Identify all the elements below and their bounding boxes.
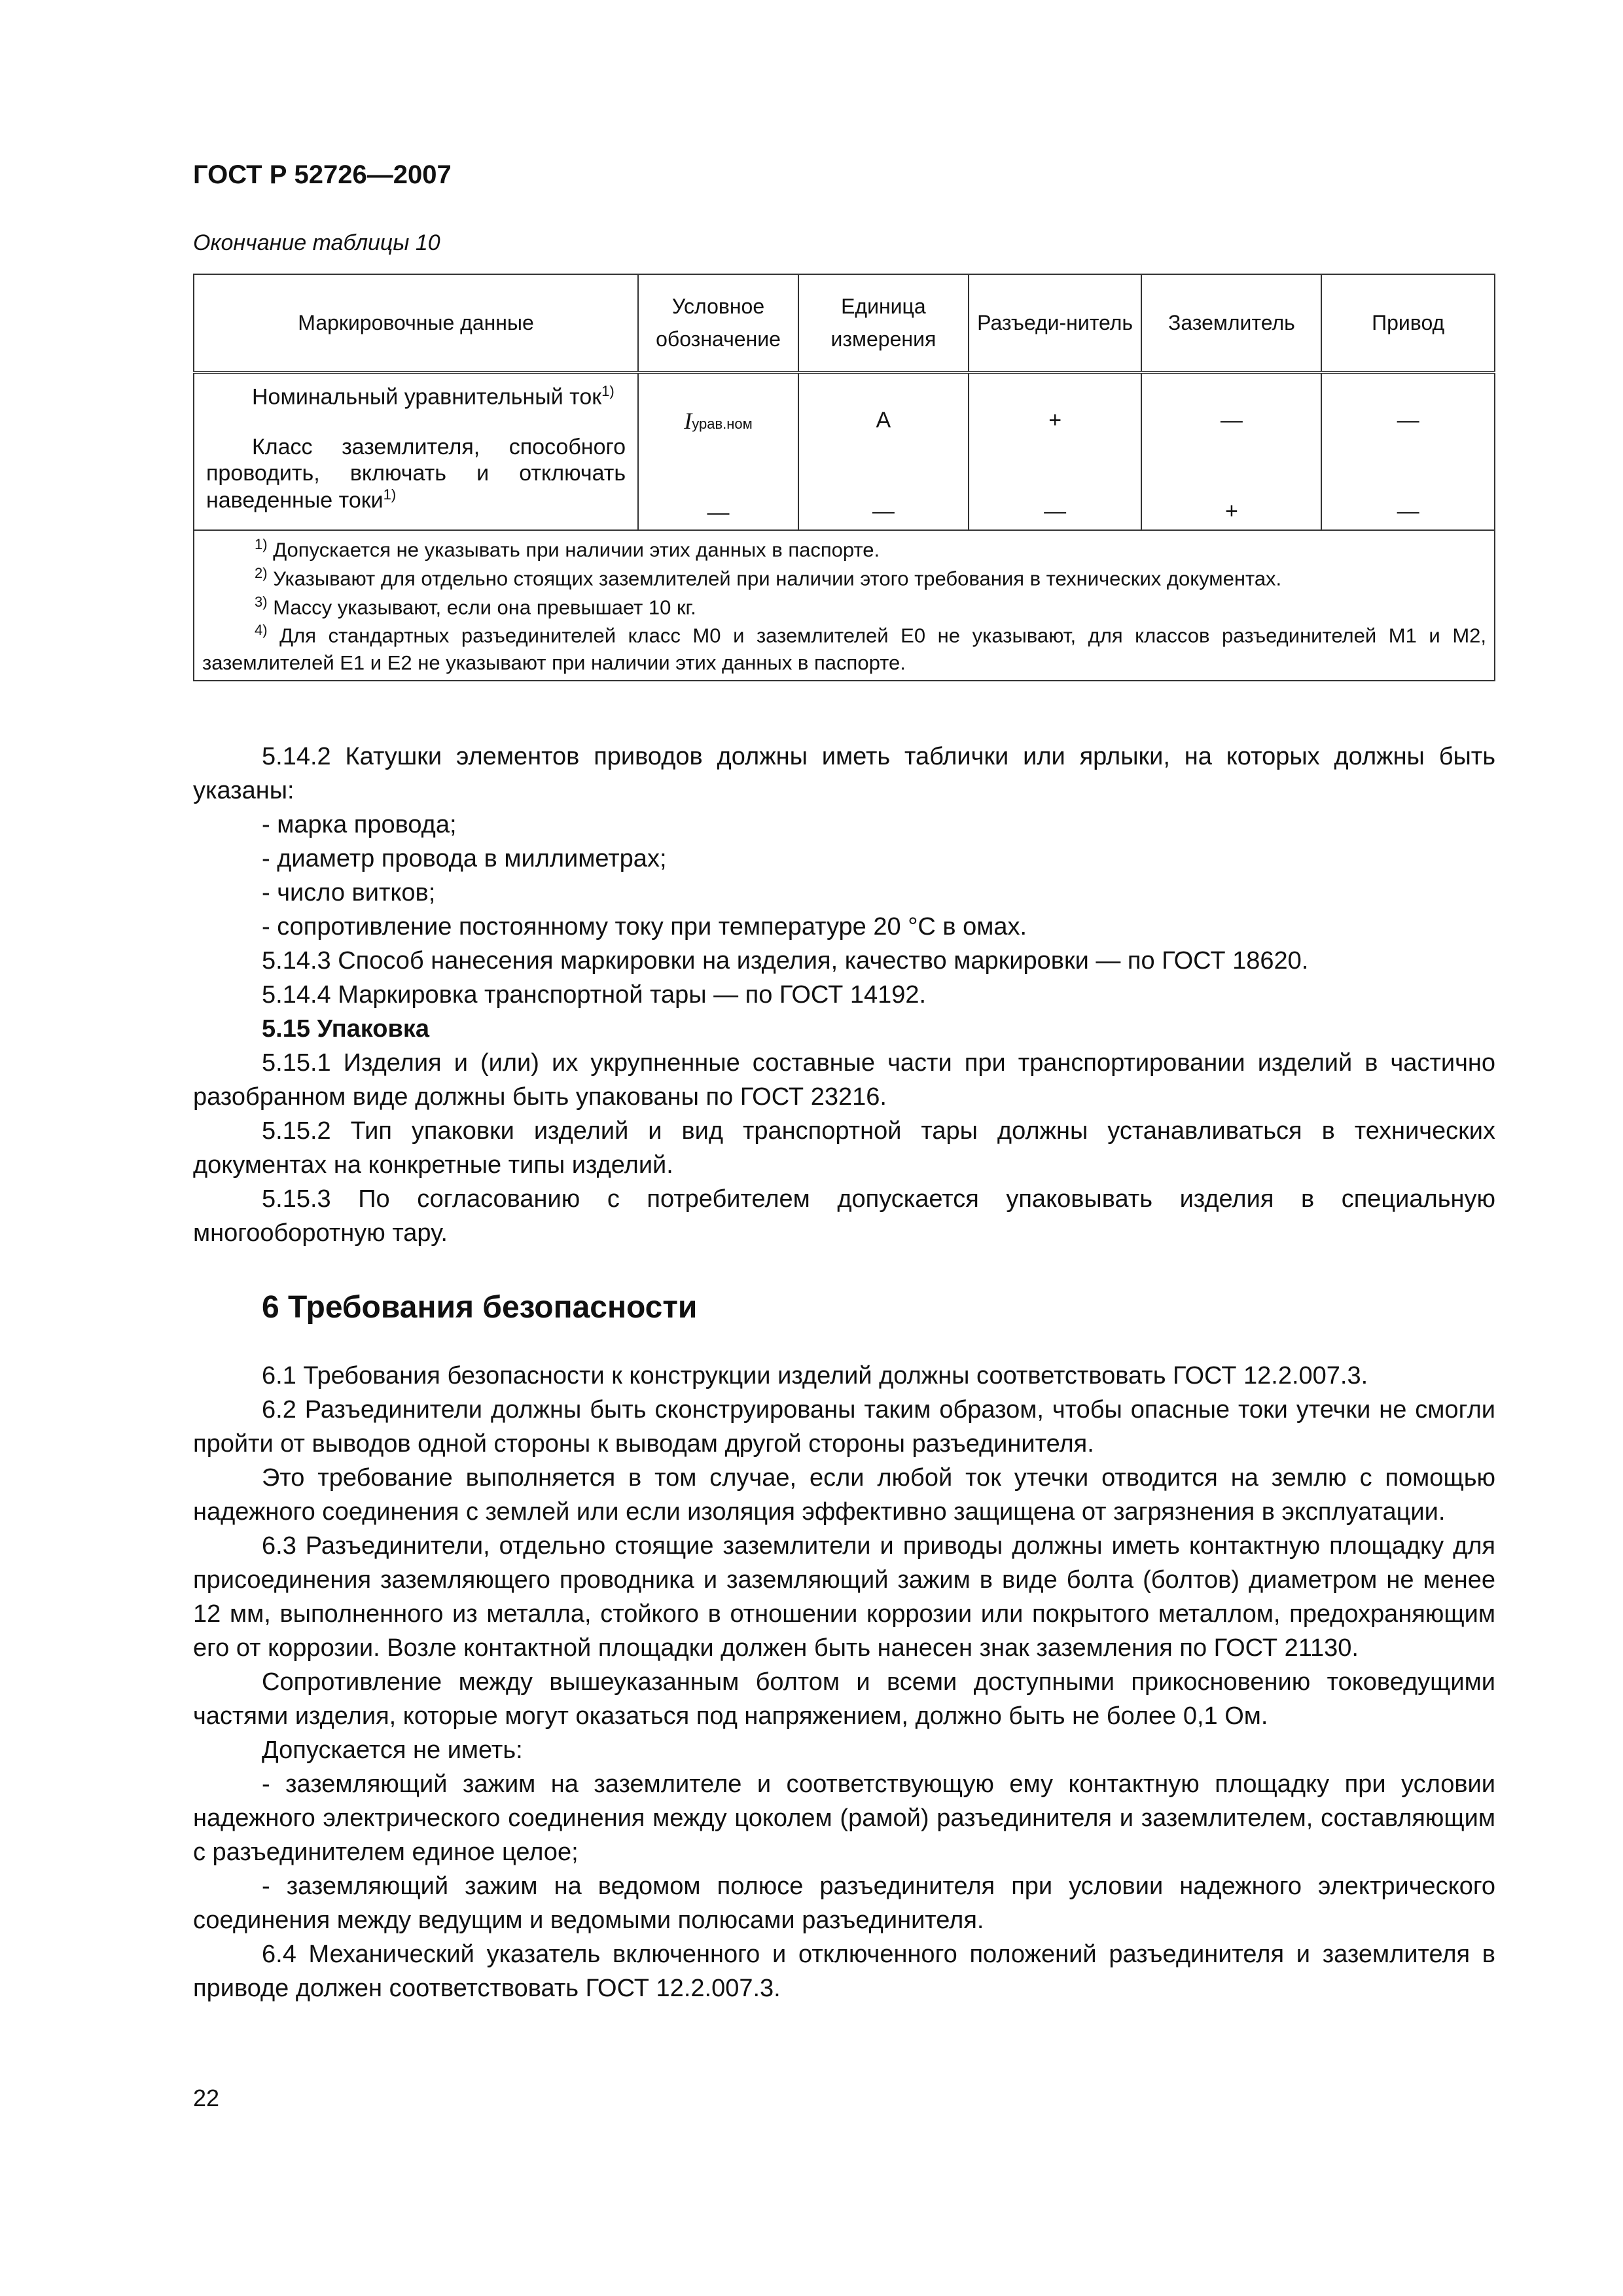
disconnector-cell — [969, 372, 1142, 530]
unit-cell — [798, 372, 969, 530]
symbol-current: Iурав.ном — [684, 408, 753, 434]
document-body — [193, 740, 1495, 2005]
footnote-1: $^{1)}$ Допускается не указывать при наличии этих данных в паспорте. — [255, 536, 880, 562]
table-row — [194, 372, 1495, 530]
symbol-class: — — [707, 500, 730, 526]
marking-table — [193, 274, 1495, 681]
earthing-cell — [1141, 372, 1321, 530]
list-item: - число витков; — [262, 879, 436, 906]
disconnector-value-2: — — [1044, 499, 1067, 524]
col-header-earthing: Заземлитель — [1141, 274, 1321, 372]
section-heading-6: 6 Требования безопасности — [262, 1290, 698, 1325]
page-number: 22 — [193, 2085, 220, 2111]
paragraph-5-15-1: 5.15.1 Изделия и (или) их укрупненные составные части при транспортировании изделий в частично разобранном виде должны быть упакованы по ГОСТ 23216. — [193, 1049, 1495, 1111]
col-header-drive: Привод — [1321, 274, 1495, 372]
list-item: - диаметр провода в миллиметрах; — [262, 845, 667, 872]
footnote-2: $^{2)}$ Указывают для отдельно стоящих заземлителей при наличии этого требования в технических документах. — [255, 565, 1282, 590]
col-header-marking: Маркировочные данные — [194, 274, 638, 372]
list-item: - марка провода; — [262, 811, 457, 838]
footnote-3: $^{3)}$ Массу указывают, если она превышает 10 кг. — [255, 593, 696, 619]
col-header-symbol: Условное обозначение — [638, 274, 798, 372]
paragraph-6-2b: Это требование выполняется в том случае, если любой ток утечки отводится на землю с помощью надежного соединения с землей или если изоляция эффективно защищена от загрязнения в эксплуатации. — [193, 1464, 1495, 1526]
paragraph-6-3: 6.3 Разъединители, отдельно стоящие заземлители и приводы должны иметь контактную площадку для присоединения заземляющего проводника и заземляющий зажим в виде болта (болтов) диаметром не менее 12 мм, выполненного из металла, стойкого в отношении коррозии или покрытого металлом, предохраняющим его от коррозии. Возле контактной площадки должен быть нанесен знак заземления по ГОСТ 21130. — [193, 1532, 1495, 1662]
drive-value-1: — — [1397, 408, 1419, 433]
symbol-cell — [638, 372, 798, 530]
row-label-2: Класс заземлителя, способного проводить, включать и отключать наведенные токи$^{1)}$ — [206, 435, 626, 512]
document-header: ГОСТ Р 52726—2007 — [193, 160, 452, 189]
footnotes-row — [194, 530, 1495, 680]
paragraph-5-14-4: 5.14.4 Маркировка транспортной тары — по ГОСТ 14192. — [262, 981, 927, 1009]
paragraph-6-3e: - заземляющий зажим на ведомом полюсе разъединителя при условии надежного электрического соединения между ведущим и ведомыми полюсами разъединителя. — [193, 1873, 1495, 1934]
table-header-row — [194, 274, 1495, 372]
drive-cell — [1321, 372, 1495, 530]
subheading-5-15: 5.15 Упаковка — [262, 1015, 430, 1043]
unit-value-1: А — [876, 408, 891, 433]
drive-value-2: — — [1397, 499, 1419, 524]
disconnector-value-1: + — [1048, 408, 1062, 433]
unit-value-2: — — [872, 499, 895, 524]
col-header-unit: Единица измерения — [798, 274, 969, 372]
paragraph-5-14-3: 5.14.3 Способ нанесения маркировки на изделия, качество маркировки — по ГОСТ 18620. — [262, 947, 1309, 975]
footnotes-cell — [194, 530, 1495, 680]
paragraph-6-2: 6.2 Разъединители должны быть сконструированы таким образом, чтобы опасные токи утечки не смогли пройти от выводов одной стороны к выводам другой стороны разъединителя. — [193, 1396, 1495, 1458]
paragraph-6-1: 6.1 Требования безопасности к конструкции изделий должны соответствовать ГОСТ 12.2.007.3. — [262, 1362, 1368, 1390]
paragraph-6-3d: - заземляющий зажим на заземлителе и соответствующую ему контактную площадку при условии надежного электрического соединения между цоколем (рамой) разъединителя и заземлителем, составляющим с разъединителем единое целое; — [193, 1770, 1495, 1866]
earthing-value-1: — — [1220, 408, 1243, 433]
marking-cell — [194, 372, 638, 530]
paragraph-5-15-3: 5.15.3 По согласованию с потребителем допускается упаковывать изделия в специальную многооборотную тару. — [193, 1185, 1495, 1247]
paragraph-6-3c: Допускается не иметь: — [262, 1736, 523, 1764]
footnote-4: $^{4)}$ Для стандартных разъединителей класс М0 и заземлителей Е0 не указывают, для классов разъединителей М1 и М2, заземлителей Е1 и Е2 не указывают при наличии этих данных в паспорте. — [202, 622, 1487, 674]
paragraph-5-15-2: 5.15.2 Тип упаковки изделий и вид транспортной тары должны устанавливаться в технических документах на конкретные типы изделий. — [193, 1117, 1495, 1179]
col-header-disconnector: Разъеди-нитель — [969, 274, 1142, 372]
table-caption: Окончание таблицы 10 — [193, 230, 440, 255]
row-label-1: Номинальный уравнительный ток$^{1)}$ — [252, 383, 615, 410]
list-item: - сопротивление постоянному току при температуре 20 °С в омах. — [262, 913, 1027, 941]
paragraph-6-4: 6.4 Механический указатель включенного и отключенного положений разъединителя и заземлителя в приводе должен соответствовать ГОСТ 12.2.007.3. — [193, 1941, 1495, 2002]
paragraph-5-14-2: 5.14.2 Катушки элементов приводов должны иметь таблички или ярлыки, на которых должны быть указаны: — [193, 743, 1495, 804]
paragraph-6-3b: Сопротивление между вышеуказанным болтом и всеми доступными прикосновению токоведущими частями изделия, которые могут оказаться под напряжением, должно быть не более 0,1 Ом. — [193, 1668, 1495, 1730]
earthing-value-2: + — [1224, 499, 1238, 524]
